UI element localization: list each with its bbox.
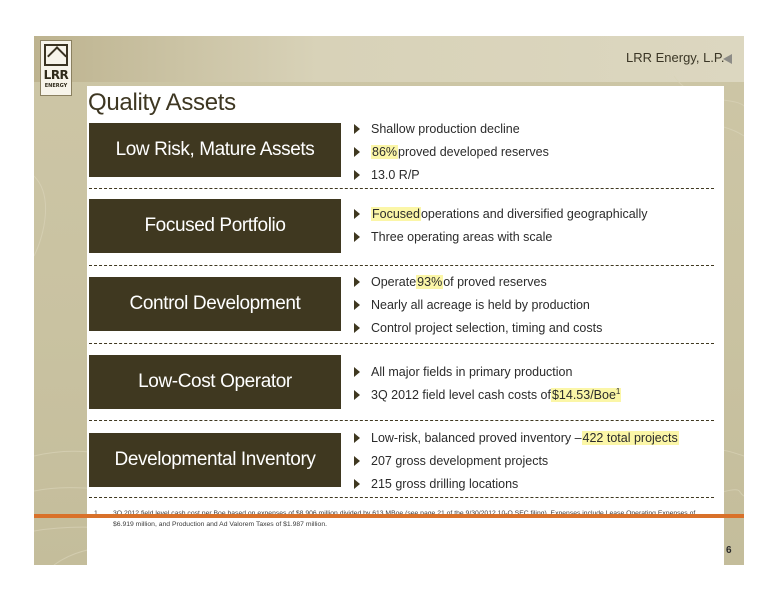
- bullet-arrow-icon: [354, 124, 360, 134]
- bullet-arrow-icon: [354, 209, 360, 219]
- category-box-developmental-inventory: Developmental Inventory: [89, 433, 341, 487]
- section-divider: [89, 343, 714, 344]
- bullet-arrow-icon: [354, 390, 360, 400]
- bullet-arrow-icon: [354, 479, 360, 489]
- highlight: 86%: [372, 145, 398, 159]
- bullet-arrow-icon: [354, 300, 360, 310]
- bullet-item: All major fields in primary production: [354, 365, 572, 379]
- bullet-arrow-icon: [354, 323, 360, 333]
- category-box-low-cost-operator: Low-Cost Operator: [89, 355, 341, 409]
- bullet-arrow-icon: [354, 232, 360, 242]
- highlight: 422 total projects: [582, 431, 678, 445]
- page-title: Quality Assets: [88, 89, 236, 116]
- bullet-arrow-icon: [354, 277, 360, 287]
- section-divider: [89, 265, 714, 266]
- bullet-item: Operate 93% of proved reserves: [354, 275, 547, 289]
- highlight: $14.53/Boe$^1$: [551, 386, 621, 402]
- category-box-low-risk: Low Risk, Mature Assets: [89, 123, 341, 177]
- tree-icon: [44, 44, 68, 66]
- back-arrow-icon: [723, 54, 732, 64]
- bullet-item: Shallow production decline: [354, 122, 520, 136]
- category-box-focused-portfolio: Focused Portfolio: [89, 199, 341, 253]
- bullet-arrow-icon: [354, 367, 360, 377]
- footnote-text: $6.919 million, and Production and Ad Valorem Taxes of $1.987 million.: [113, 520, 327, 528]
- bullet-item: Three operating areas with scale: [354, 230, 552, 244]
- page-number: 6: [726, 545, 732, 556]
- bullet-item: 86% proved developed reserves: [354, 145, 549, 159]
- highlight: Focused: [372, 207, 420, 221]
- lrr-logo: [40, 40, 72, 96]
- bullet-arrow-icon: [354, 456, 360, 466]
- footnote-marker: 1: [615, 386, 621, 396]
- section-divider: [89, 497, 714, 498]
- bullet-item: 3Q 2012 field level cash costs of $14.53/Boe$^1$: [354, 388, 621, 402]
- logo-subtext: ENERGY: [44, 83, 68, 89]
- bullet-item: Nearly all acreage is held by production: [354, 298, 590, 312]
- bullet-item: 215 gross drilling locations: [354, 477, 518, 491]
- bullet-arrow-icon: [354, 433, 360, 443]
- bullet-item: Focused operations and diversified geographically: [354, 207, 648, 221]
- accent-rule: [34, 514, 744, 518]
- bullet-item: 13.0 R/P: [354, 168, 420, 182]
- section-divider: [89, 420, 714, 421]
- bullet-item: Low-risk, balanced proved inventory – 422 total projects: [354, 431, 679, 445]
- bullet-item: 207 gross development projects: [354, 454, 548, 468]
- company-name: LRR Energy, L.P.: [626, 50, 725, 65]
- section-divider: [89, 188, 714, 189]
- bullet-arrow-icon: [354, 170, 360, 180]
- category-box-control-development: Control Development: [89, 277, 341, 331]
- footnote: [94, 509, 706, 530]
- highlight: 93%: [417, 275, 443, 289]
- logo-text: LRR: [43, 68, 69, 82]
- bullet-arrow-icon: [354, 147, 360, 157]
- bullet-item: Control project selection, timing and costs: [354, 321, 602, 335]
